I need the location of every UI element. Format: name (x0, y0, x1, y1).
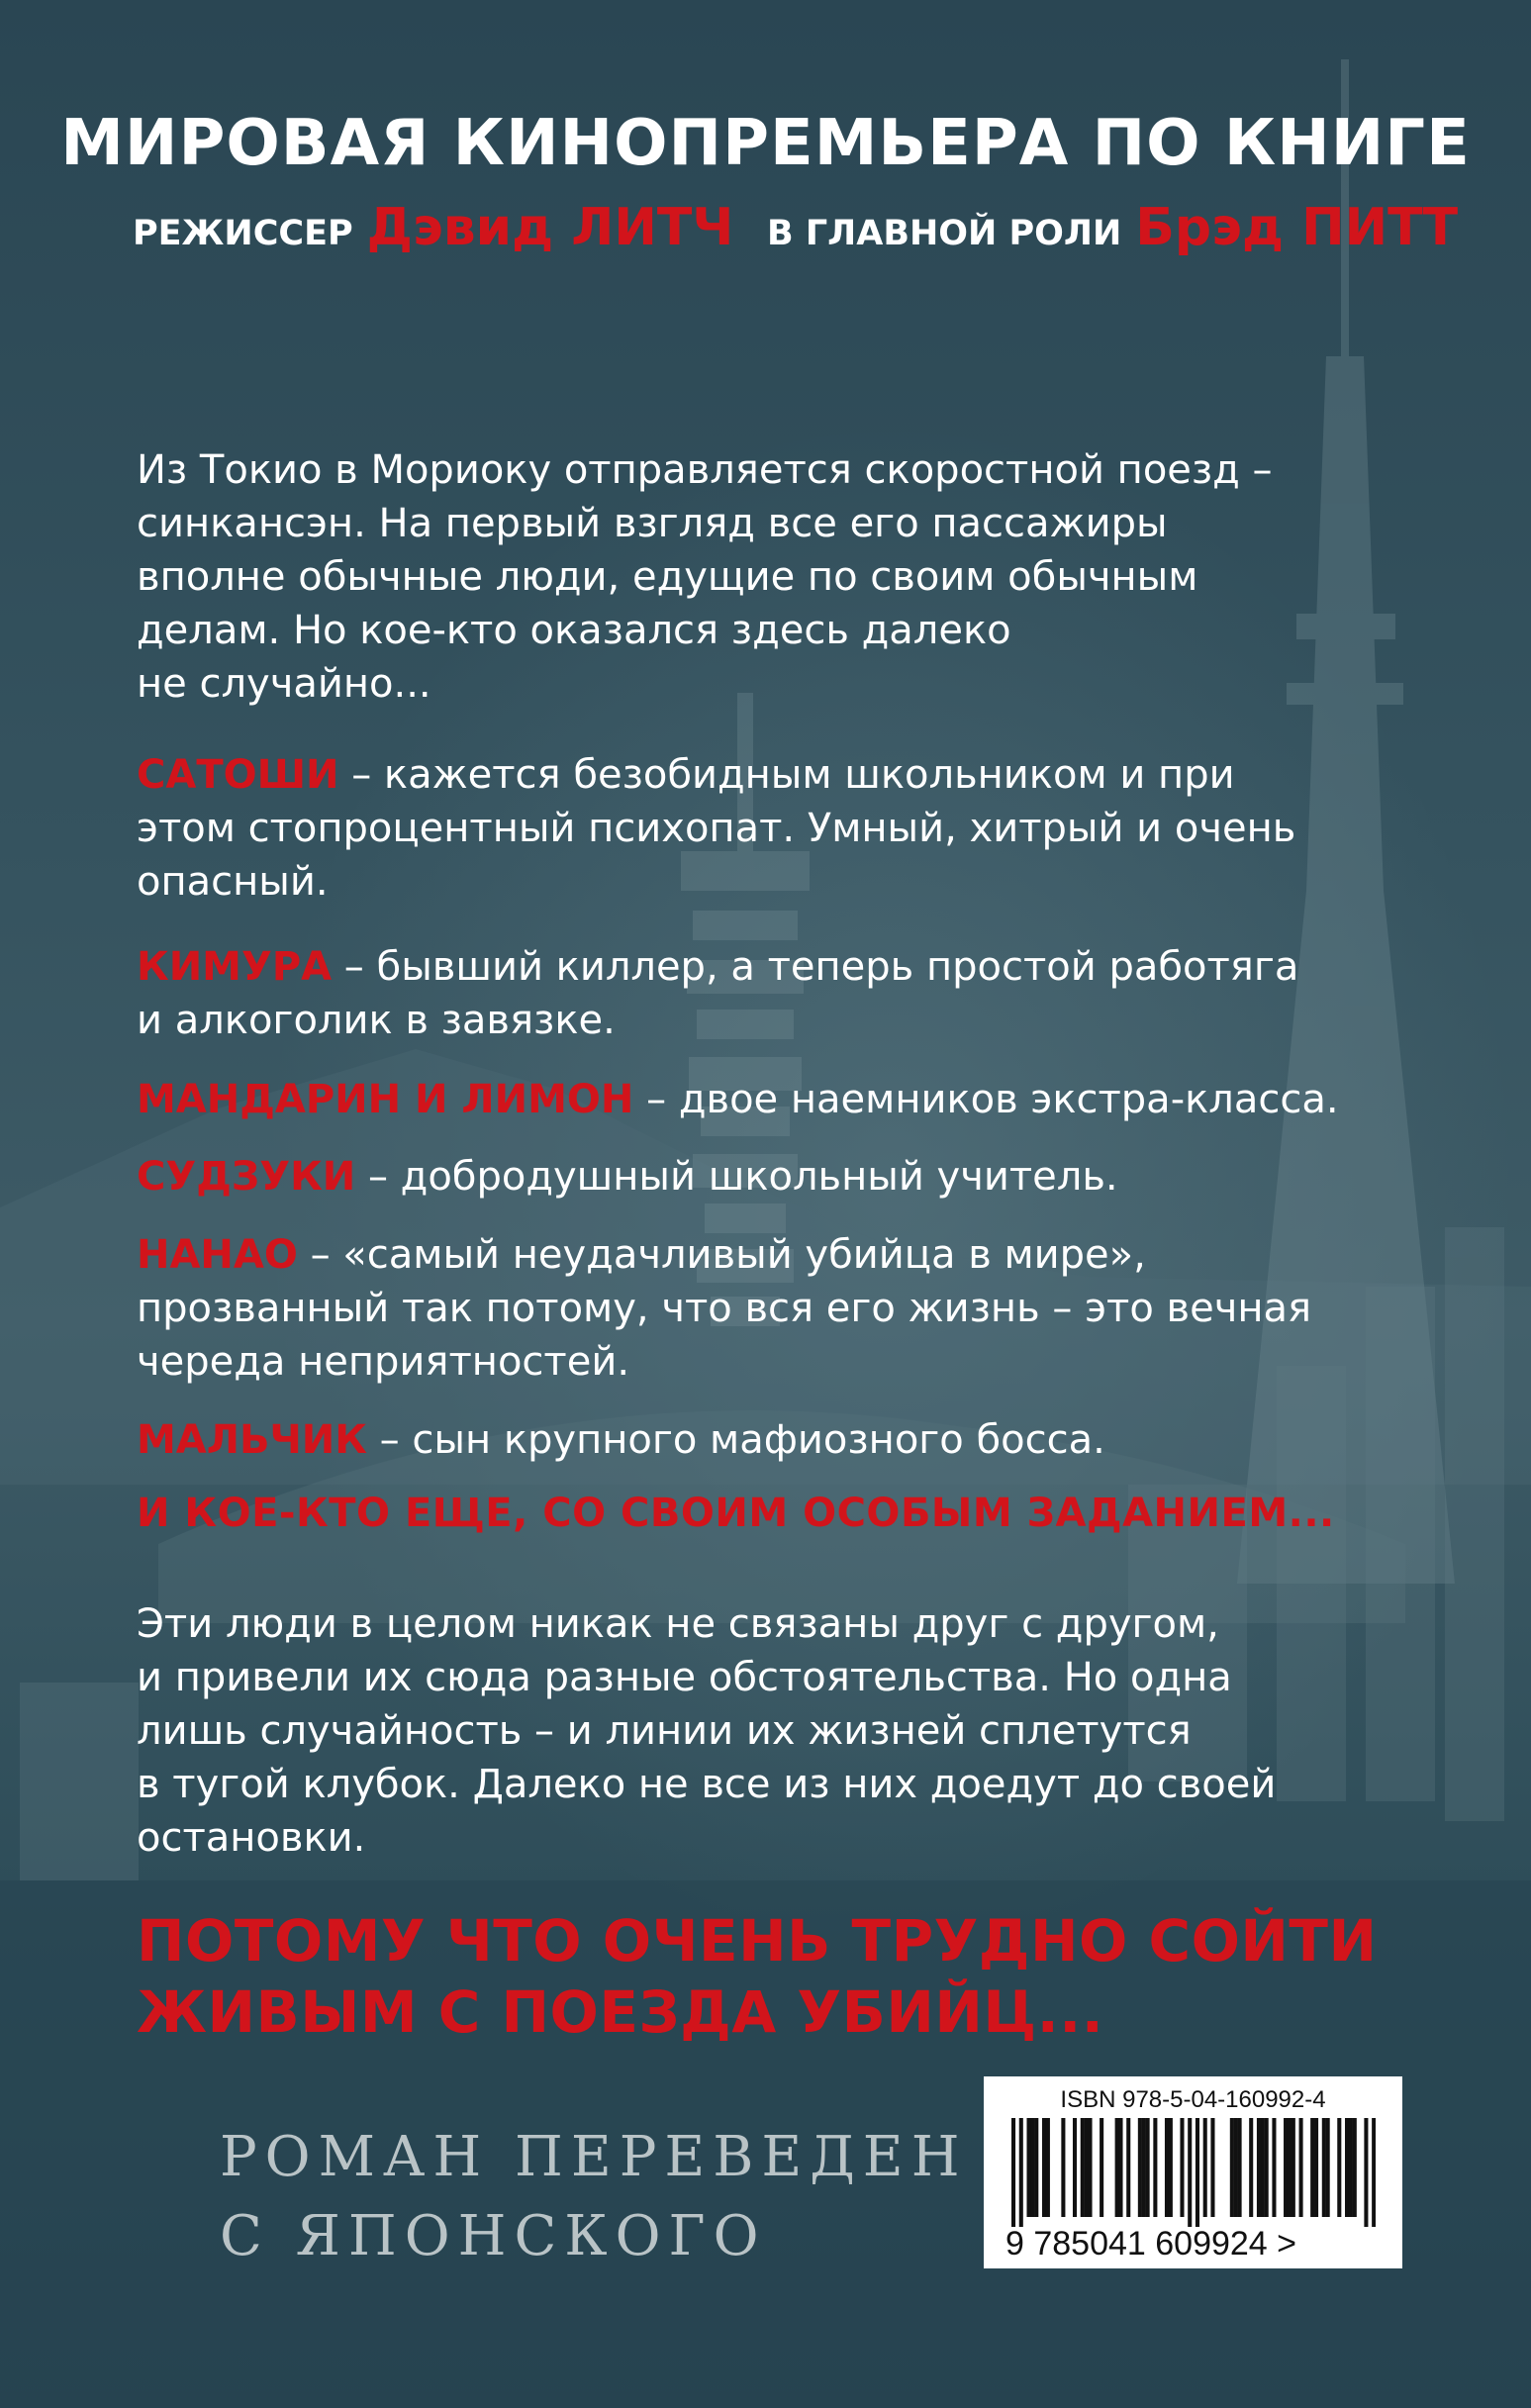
barcode-bar (1034, 2118, 1038, 2217)
character-description: – «самый неудачливый убийца в мире», (297, 1232, 1146, 1278)
intro-line: делам. Но кое-кто оказался здесь далеко (137, 608, 1011, 653)
barcode-bar (1115, 2118, 1119, 2217)
closing-line: в тугой клубок. Далеко не все из них доедут до своей (137, 1762, 1277, 1807)
barcode-bar (1257, 2118, 1261, 2217)
barcode-bar (1230, 2118, 1234, 2217)
character-suzuki (137, 1150, 1403, 1204)
translated-line: С ЯПОНСКОГО (220, 2204, 767, 2268)
character-description: – добродушный школьный учитель. (355, 1154, 1118, 1200)
barcode-icon (1011, 2118, 1376, 2227)
character-name: МАНДАРИН И ЛИМОН (137, 1077, 634, 1122)
barcode-bar (1364, 2118, 1368, 2227)
character-description: череда неприятностей. (137, 1339, 630, 1385)
barcode-bar (1046, 2118, 1050, 2217)
character-description: опасный. (137, 859, 329, 905)
barcode-bar (1265, 2118, 1269, 2217)
barcode-bar (1026, 2118, 1030, 2217)
intro-line: Из Токио в Мориоку отправляется скоростной поезд – (137, 447, 1273, 493)
intro-line: вполне обычные люди, едущие по своим обычным (137, 554, 1198, 600)
barcode-bar (1326, 2118, 1330, 2217)
character-nanao (137, 1228, 1403, 1389)
barcode-bar (1249, 2118, 1253, 2217)
intro-line: синкансэн. На первый взгляд все его пассажиры (137, 501, 1168, 546)
barcode-bar (1272, 2118, 1276, 2217)
barcode-bar (1011, 2118, 1015, 2227)
barcode-bar (1100, 2118, 1103, 2217)
isbn-barcode-box (984, 2076, 1402, 2268)
barcode-bar (1234, 2118, 1238, 2217)
barcode-bar (1088, 2118, 1092, 2217)
barcode-bar (1203, 2118, 1207, 2217)
barcode-bar (1345, 2118, 1349, 2217)
barcode-bar (1169, 2118, 1173, 2217)
barcode-bar (1349, 2118, 1353, 2217)
barcode-bar (1288, 2118, 1292, 2217)
barcode-bar (1284, 2118, 1288, 2217)
barcode-bar (1210, 2118, 1214, 2217)
character-description: – сын крупного мафиозного босса. (366, 1417, 1105, 1463)
character-name: НАНАО (137, 1232, 298, 1278)
tagline-killer-train (137, 1905, 1423, 2048)
barcode-bar (1085, 2118, 1089, 2217)
barcode-bar (1081, 2118, 1085, 2217)
intro-line: не случайно... (137, 661, 431, 707)
barcode-bar (1292, 2118, 1295, 2217)
barcode-bar (1030, 2118, 1034, 2217)
tagline-line: ЖИВЫМ С ПОЕЗДА УБИЙЦ... (137, 1978, 1104, 2046)
closing-line: остановки. (137, 1815, 366, 1861)
premiere-title: МИРОВАЯ КИНОПРЕМЬЕРА ПО КНИГЕ (60, 107, 1471, 180)
isbn-label: ISBN 978-5-04-160992-4 (1060, 2086, 1326, 2113)
tagline-someone-else: И КОЕ-КТО ЕЩЕ, СО СВОИМ ОСОБЫМ ЗАДАНИЕМ... (137, 1491, 1335, 1536)
character-description: этом стопроцентный психопат. Умный, хитрый и очень (137, 806, 1296, 851)
barcode-bar (1299, 2118, 1303, 2217)
character-name: МАЛЬЧИК (137, 1417, 367, 1463)
translated-line: РОМАН ПЕРЕВЕДЕН (220, 2125, 968, 2189)
barcode-bar (1353, 2118, 1357, 2217)
character-mandarin-lemon (137, 1073, 1403, 1126)
barcode-bar (1322, 2118, 1326, 2217)
isbn-digits: 9 785041 609924 > (1005, 2225, 1297, 2263)
closing-line: Эти люди в целом никак не связаны друг с другом, (137, 1601, 1219, 1647)
character-name: КИМУРА (137, 944, 333, 990)
barcode-bar (1261, 2118, 1265, 2217)
star-credit (767, 198, 1458, 257)
character-description: – кажется безобидным школьником и при (338, 752, 1235, 798)
barcode-bar (1042, 2118, 1046, 2217)
character-kimura (137, 940, 1403, 1047)
barcode-bar (1337, 2118, 1341, 2217)
barcode-bar (1142, 2118, 1146, 2217)
character-description: – двое наемников экстра-класса. (633, 1077, 1339, 1122)
star-label: В ГЛАВНОЙ РОЛИ (767, 214, 1122, 253)
barcode-bar (1180, 2118, 1184, 2217)
director-credit (133, 198, 733, 257)
director-label: РЕЖИССЕР (133, 214, 353, 253)
character-description: и алкоголик в завязке. (137, 998, 616, 1043)
star-name: Брэд ПИТТ (1135, 198, 1459, 257)
character-boy (137, 1413, 1403, 1467)
barcode-bar (1165, 2118, 1169, 2217)
intro-paragraph (137, 443, 1403, 711)
barcode-bar (1310, 2118, 1314, 2217)
barcode-bar (1314, 2118, 1318, 2217)
barcode-bar (1118, 2118, 1122, 2217)
character-description: прозванный так потому, что вся его жизнь – это вечная (137, 1286, 1312, 1331)
barcode-bar (1019, 2118, 1023, 2227)
translated-from-japanese-note (220, 2118, 968, 2276)
barcode-bar (1238, 2118, 1242, 2217)
barcode-bar (1146, 2118, 1150, 2217)
tagline-line: ПОТОМУ ЧТО ОЧЕНЬ ТРУДНО СОЙТИ (137, 1907, 1378, 1975)
character-name: СУДЗУКИ (137, 1154, 356, 1200)
closing-line: и привели их сюда разные обстоятельства. Но одна (137, 1655, 1232, 1700)
barcode-bar (1073, 2118, 1077, 2217)
barcode-bar (1061, 2118, 1065, 2217)
barcode-bar (1138, 2118, 1142, 2217)
barcode-bar (1196, 2118, 1199, 2227)
barcode-bar (1372, 2118, 1376, 2227)
closing-paragraph (137, 1597, 1403, 1865)
character-satoshi (137, 748, 1403, 909)
barcode-bar (1126, 2118, 1130, 2217)
barcode-bar (1188, 2118, 1192, 2227)
barcode-bar (1153, 2118, 1157, 2217)
closing-line: лишь случайность – и линии их жизней сплетутся (137, 1708, 1192, 1754)
character-description: – бывший киллер, а теперь простой работяга (332, 944, 1299, 990)
character-name: САТОШИ (137, 752, 339, 798)
director-name: Дэвид ЛИТЧ (366, 198, 734, 257)
